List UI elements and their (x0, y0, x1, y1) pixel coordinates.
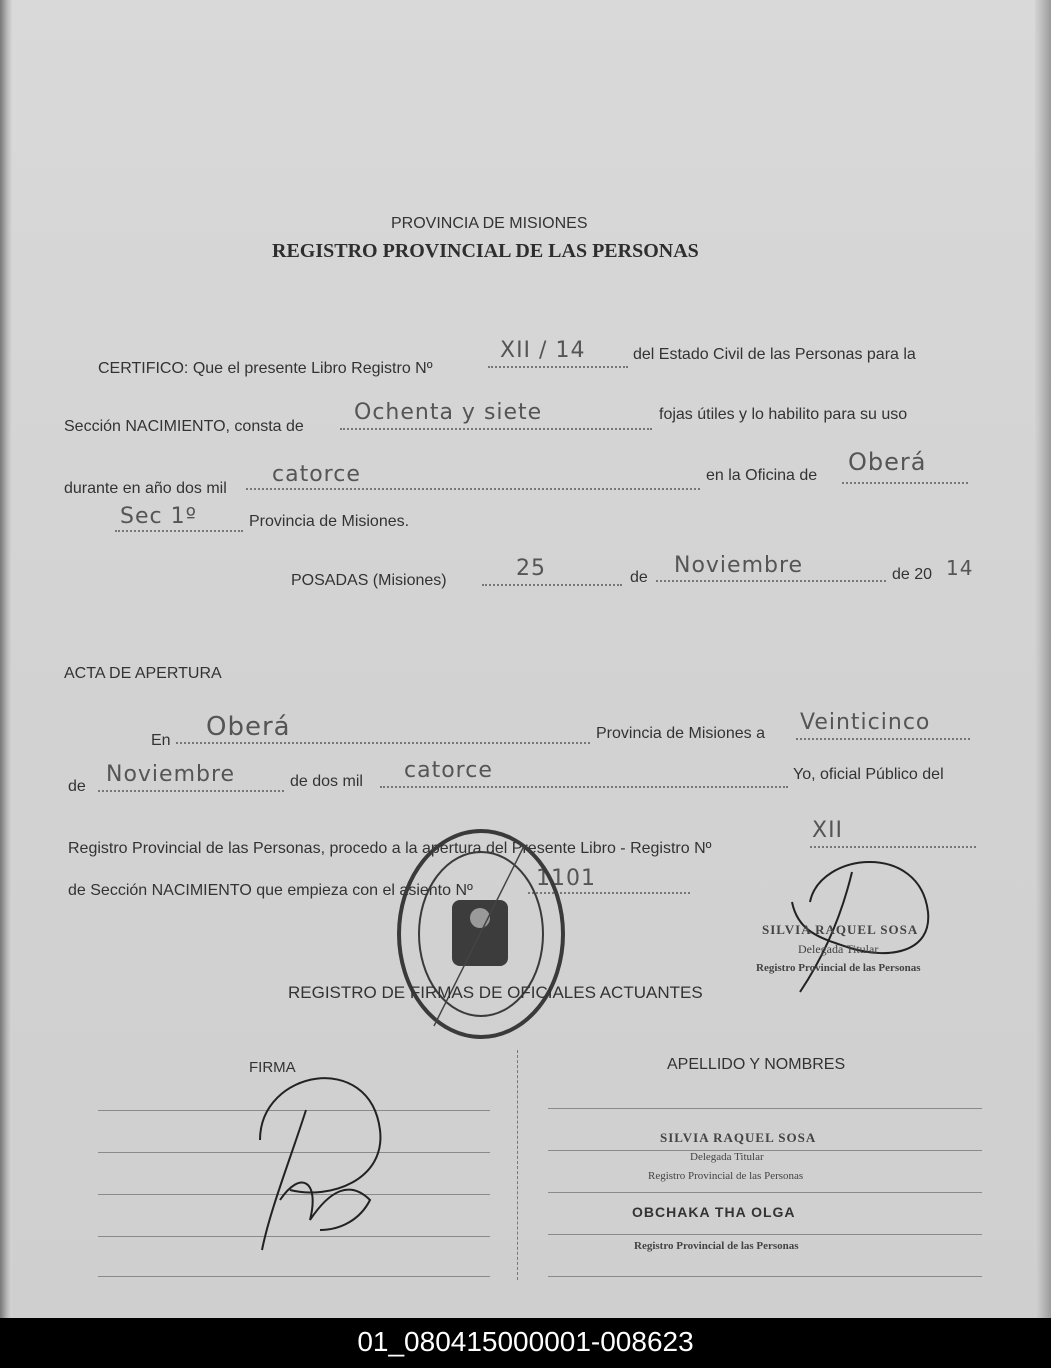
acta-dos-mil-label: de dos mil (290, 773, 363, 790)
cert-dia: 25 (516, 556, 546, 581)
firmas-title: REGISTRO DE FIRMAS DE OFICIALES ACTUANTES (288, 983, 703, 1002)
registry-title: REGISTRO PROVINCIAL DE LAS PERSONAS (272, 240, 699, 262)
cert-line1-suffix: del Estado Civil de las Personas para la (633, 346, 916, 363)
stamp2-name: OBCHAKA THA OLGA (632, 1204, 796, 1220)
stamp2-org: Registro Provincial de las Personas (634, 1240, 799, 1252)
stamp-top-org: Registro Provincial de las Personas (756, 962, 921, 974)
acta-asiento: 1101 (536, 866, 596, 891)
name-row-line (548, 1108, 982, 1109)
acta-dia-texto: Veinticinco (800, 710, 931, 735)
acta-title: ACTA DE APERTURA (64, 665, 222, 682)
acta-line4: de Sección NACIMIENTO que empieza con el asiento Nº (68, 882, 473, 899)
cert-anio: catorce (272, 462, 361, 487)
page-edge-left (0, 0, 12, 1318)
cert-de-label: de (630, 569, 648, 586)
dotted-line (482, 584, 622, 586)
acta-registro-numero: XII (812, 818, 844, 843)
cert-oficina: Oberá (848, 448, 927, 476)
col-nombres-header: APELLIDO Y NOMBRES (667, 1056, 846, 1073)
stamp1-name: SILVIA RAQUEL SOSA (660, 1130, 817, 1145)
posadas-label: POSADAS (Misiones) (291, 572, 447, 589)
acta-line3: Registro Provincial de las Personas, procedo a la apertura del Presente Libro - Registro Nº (68, 840, 712, 857)
cert-line2-suffix: fojas útiles y lo habilito para su uso (659, 406, 908, 423)
cert-line1-prefix: CERTIFICO: Que el presente Libro Registro Nº (98, 360, 433, 377)
acta-lugar: Oberá (206, 712, 291, 742)
name-row-line (548, 1150, 982, 1151)
dotted-line (796, 738, 970, 740)
col-firma-header: FIRMA (249, 1059, 296, 1076)
cert-anio-prefix: de 20 (892, 566, 933, 583)
dotted-line (842, 482, 968, 484)
stamp-top-name: SILVIA RAQUEL SOSA (762, 922, 919, 937)
cert-line2-prefix: Sección NACIMIENTO, consta de (64, 418, 304, 435)
cert-anio-suffix: 14 (946, 556, 974, 580)
cert-libro-numero: XII / 14 (500, 338, 586, 363)
signature-bottom-icon (250, 1050, 390, 1256)
name-row-line (548, 1234, 982, 1235)
dotted-line (246, 488, 700, 490)
cert-line4-suffix: Provincia de Misiones. (249, 513, 410, 530)
province-title: PROVINCIA DE MISIONES (391, 215, 588, 232)
dotted-line (115, 530, 243, 532)
dotted-line (380, 786, 788, 788)
stamp-top-role: Delegada Titular (798, 942, 879, 956)
signature-row-line (98, 1276, 490, 1277)
official-seal (394, 826, 568, 1042)
dotted-line (176, 742, 590, 744)
name-row-line (548, 1276, 982, 1277)
stamp1-role: Delegada Titular (690, 1151, 764, 1163)
name-row-line (548, 1192, 982, 1193)
cert-mes: Noviembre (674, 553, 804, 578)
stamp1-org: Registro Provincial de las Personas (648, 1170, 804, 1182)
dotted-line (488, 366, 628, 368)
dotted-line (98, 790, 284, 792)
cert-line3-prefix: durante en año dos mil (64, 480, 227, 497)
cert-seccion: Sec 1º (120, 504, 197, 529)
acta-oficial-label: Yo, oficial Público del (793, 766, 944, 783)
acta-provincia-label: Provincia de Misiones a (596, 725, 765, 742)
document-id-footer: 01_080415000001-008623 (0, 1318, 1051, 1368)
cert-line3-mid: en la Oficina de (706, 467, 818, 484)
page-edge-right (1035, 0, 1051, 1318)
acta-anio: catorce (404, 758, 493, 783)
acta-mes: Noviembre (106, 762, 236, 787)
acta-de-label: de (68, 778, 86, 795)
dotted-line (656, 580, 886, 582)
dotted-line (340, 428, 652, 430)
column-divider (517, 1050, 518, 1280)
cert-fojas: Ochenta y siete (354, 400, 543, 425)
acta-en-label: En (151, 732, 171, 749)
